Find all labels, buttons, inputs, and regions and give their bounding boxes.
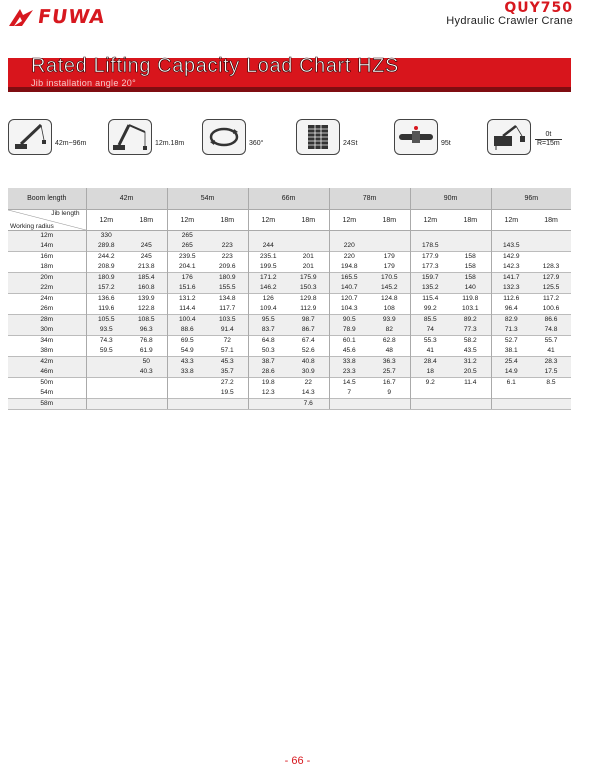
capacity-cell: 28.3 [531, 357, 571, 368]
table-row [8, 388, 571, 399]
crawler-icon [394, 119, 438, 155]
capacity-cell: 33.8 [329, 357, 369, 368]
capacity-cell: 179 [369, 262, 410, 273]
jib-length-header: 18m [288, 210, 329, 231]
capacity-cell: 139.9 [126, 294, 167, 305]
jib-length-header: 18m [450, 210, 491, 231]
jib-length-label: Jib length [51, 210, 80, 217]
capacity-cell: 223 [207, 241, 248, 252]
jib-length-header: 12m [248, 210, 288, 231]
capacity-cell: 59.5 [86, 346, 126, 357]
capacity-cell [86, 388, 126, 399]
capacity-cell: 245 [126, 252, 167, 263]
capacity-cell: 71.3 [491, 325, 531, 336]
capacity-cell [86, 367, 126, 378]
capacity-cell [207, 399, 248, 410]
capacity-cell: 177.3 [410, 262, 450, 273]
capacity-cell: 33.8 [167, 367, 207, 378]
counterweight-icon [296, 119, 340, 155]
capacity-cell [369, 399, 410, 410]
capacity-cell: 60.1 [329, 336, 369, 347]
capacity-cell [126, 399, 167, 410]
capacity-cell: 108 [369, 304, 410, 315]
capacity-cell: 150.3 [288, 283, 329, 294]
load-chart-table [8, 188, 571, 410]
capacity-cell [491, 399, 531, 410]
capacity-cell: 158 [450, 273, 491, 284]
table-row [8, 367, 571, 378]
capacity-cell [531, 252, 571, 263]
capacity-cell: 72 [207, 336, 248, 347]
capacity-cell: 239.5 [167, 252, 207, 263]
fuwa-logo [8, 6, 105, 28]
page-number: - 66 - [284, 755, 311, 767]
jib-length-header: 12m [410, 210, 450, 231]
table-row [8, 399, 571, 410]
product-subtitle: Hydraulic Crawler Crane [446, 15, 573, 27]
boom-length-header: 78m [329, 188, 410, 210]
table-row [8, 283, 571, 294]
capacity-cell: 289.8 [86, 241, 126, 252]
capacity-cell: 132.3 [491, 283, 531, 294]
jib-length-header: 12m [491, 210, 531, 231]
capacity-cell: 105.5 [86, 315, 126, 326]
spec-label: 12m.18m [155, 139, 185, 147]
capacity-cell: 50 [126, 357, 167, 368]
spec-crawler [394, 119, 451, 155]
capacity-cell: 45.6 [329, 346, 369, 357]
table-row [8, 273, 571, 284]
capacity-cell: 93.9 [369, 315, 410, 326]
capacity-cell: 41 [410, 346, 450, 357]
capacity-cell: 122.8 [126, 304, 167, 315]
capacity-cell [167, 378, 207, 389]
capacity-cell: 62.8 [369, 336, 410, 347]
capacity-cell: 265 [167, 241, 207, 252]
capacity-cell: 245 [126, 241, 167, 252]
capacity-cell: 141.7 [491, 273, 531, 284]
capacity-cell: 179 [369, 252, 410, 263]
boom-length-header-row [8, 188, 571, 210]
working-radius-cell: 54m [8, 388, 86, 399]
capacity-cell: 103.5 [207, 315, 248, 326]
working-radius-cell: 46m [8, 367, 86, 378]
table-row [8, 315, 571, 326]
spec-jib-length [108, 119, 184, 155]
capacity-cell: 76.8 [126, 336, 167, 347]
capacity-cell: 28.6 [248, 367, 288, 378]
capacity-cell: 180.9 [86, 273, 126, 284]
capacity-cell: 125.5 [531, 283, 571, 294]
capacity-cell: 9.2 [410, 378, 450, 389]
capacity-cell: 30.9 [288, 367, 329, 378]
capacity-cell: 244.2 [86, 252, 126, 263]
spec-label: 95t [441, 139, 451, 147]
capacity-cell: 41 [531, 346, 571, 357]
capacity-cell [531, 388, 571, 399]
capacity-cell: 208.9 [86, 262, 126, 273]
capacity-cell: 100.4 [167, 315, 207, 326]
capacity-cell: 14.3 [288, 388, 329, 399]
capacity-cell: 90.5 [329, 315, 369, 326]
capacity-cell: 194.8 [329, 262, 369, 273]
capacity-cell: 19.8 [248, 378, 288, 389]
jib-length-header: 18m [369, 210, 410, 231]
capacity-cell: 128.3 [531, 262, 571, 273]
capacity-cell: 28.4 [410, 357, 450, 368]
jib-length-header: 12m [86, 210, 126, 231]
capacity-cell: 109.4 [248, 304, 288, 315]
spec-label-top: 0t [535, 131, 562, 140]
capacity-cell: 38.7 [248, 357, 288, 368]
capacity-cell: 117.7 [207, 304, 248, 315]
capacity-cell [369, 241, 410, 252]
spec-carbody-weight [487, 119, 562, 155]
capacity-cell: 43.3 [167, 357, 207, 368]
working-radius-cell: 14m [8, 241, 86, 252]
capacity-cell [410, 231, 450, 242]
table-row [8, 241, 571, 252]
capacity-cell: 223 [207, 252, 248, 263]
chart-title: Rated Lifting Capacity Load Chart HZS [31, 55, 399, 77]
capacity-cell: 180.9 [207, 273, 248, 284]
boom-length-header: 66m [248, 188, 329, 210]
capacity-cell: 204.1 [167, 262, 207, 273]
capacity-cell: 36.3 [369, 357, 410, 368]
capacity-cell: 108.5 [126, 315, 167, 326]
working-radius-cell: 20m [8, 273, 86, 284]
capacity-cell: 6.1 [491, 378, 531, 389]
capacity-cell: 52.6 [288, 346, 329, 357]
capacity-cell: 145.2 [369, 283, 410, 294]
model-number: QUY750 [504, 0, 573, 16]
capacity-cell: 7 [329, 388, 369, 399]
capacity-cell: 112.9 [288, 304, 329, 315]
table-row [8, 304, 571, 315]
capacity-cell [450, 388, 491, 399]
capacity-cell [126, 378, 167, 389]
capacity-cell: 177.9 [410, 252, 450, 263]
capacity-cell: 158 [450, 262, 491, 273]
working-radius-cell: 42m [8, 357, 86, 368]
capacity-cell: 119.6 [86, 304, 126, 315]
working-radius-cell: 12m [8, 231, 86, 242]
capacity-cell: 170.5 [369, 273, 410, 284]
capacity-cell: 7.6 [288, 399, 329, 410]
jib-length-header: 12m [329, 210, 369, 231]
capacity-cell [288, 241, 329, 252]
capacity-cell [491, 388, 531, 399]
capacity-cell: 120.7 [329, 294, 369, 305]
working-radius-cell: 34m [8, 336, 86, 347]
capacity-cell: 74.8 [531, 325, 571, 336]
boom-length-header: 42m [86, 188, 167, 210]
capacity-cell: 176 [167, 273, 207, 284]
capacity-cell: 96.3 [126, 325, 167, 336]
capacity-cell: 82.9 [491, 315, 531, 326]
brand-name: FUWA [36, 6, 107, 28]
capacity-cell [167, 399, 207, 410]
capacity-cell: 48 [369, 346, 410, 357]
capacity-cell [369, 231, 410, 242]
capacity-cell: 159.7 [410, 273, 450, 284]
capacity-cell: 146.2 [248, 283, 288, 294]
capacity-cell: 171.2 [248, 273, 288, 284]
capacity-cell: 265 [167, 231, 207, 242]
capacity-cell: 100.6 [531, 304, 571, 315]
capacity-cell: 209.6 [207, 262, 248, 273]
capacity-cell: 157.2 [86, 283, 126, 294]
boom-length-header: 96m [491, 188, 571, 210]
capacity-cell: 40.3 [126, 367, 167, 378]
capacity-cell: 155.5 [207, 283, 248, 294]
corner-header-cell [8, 210, 86, 231]
capacity-cell [329, 231, 369, 242]
spec-rotation [202, 119, 263, 155]
spec-label: 42m~96m [55, 139, 87, 147]
capacity-cell: 74.3 [86, 336, 126, 347]
fuwa-swoosh-icon [8, 7, 34, 27]
capacity-cell: 131.2 [167, 294, 207, 305]
capacity-cell: 43.5 [450, 346, 491, 357]
working-radius-label: Working radius [10, 223, 54, 230]
capacity-cell: 40.8 [288, 357, 329, 368]
capacity-cell: 83.7 [248, 325, 288, 336]
capacity-cell: 185.4 [126, 273, 167, 284]
table-row [8, 325, 571, 336]
capacity-cell: 50.3 [248, 346, 288, 357]
table-row [8, 357, 571, 368]
capacity-cell [86, 399, 126, 410]
capacity-cell: 136.6 [86, 294, 126, 305]
capacity-cell: 244 [248, 241, 288, 252]
capacity-cell: 140.7 [329, 283, 369, 294]
capacity-cell: 82 [369, 325, 410, 336]
capacity-cell: 20.5 [450, 367, 491, 378]
capacity-cell: 199.5 [248, 262, 288, 273]
working-radius-cell: 24m [8, 294, 86, 305]
capacity-cell: 129.8 [288, 294, 329, 305]
capacity-cell: 25.4 [491, 357, 531, 368]
capacity-cell: 78.9 [329, 325, 369, 336]
capacity-cell: 175.9 [288, 273, 329, 284]
capacity-cell [167, 388, 207, 399]
spec-counterweight [296, 119, 357, 155]
capacity-cell [491, 231, 531, 242]
capacity-cell: 14.9 [491, 367, 531, 378]
capacity-cell: 119.8 [450, 294, 491, 305]
capacity-cell: 178.5 [410, 241, 450, 252]
capacity-cell: 64.8 [248, 336, 288, 347]
jib-length-header-row [8, 210, 571, 231]
capacity-cell: 74 [410, 325, 450, 336]
capacity-cell: 127.9 [531, 273, 571, 284]
capacity-cell [288, 231, 329, 242]
table-row [8, 231, 571, 242]
capacity-cell: 17.5 [531, 367, 571, 378]
working-radius-cell: 16m [8, 252, 86, 263]
table-row [8, 346, 571, 357]
working-radius-cell: 58m [8, 399, 86, 410]
capacity-cell: 27.2 [207, 378, 248, 389]
capacity-cell [531, 241, 571, 252]
capacity-cell: 58.2 [450, 336, 491, 347]
capacity-cell: 18 [410, 367, 450, 378]
capacity-cell [86, 357, 126, 368]
spec-label-bottom: R=15m [537, 139, 560, 147]
capacity-cell: 22 [288, 378, 329, 389]
capacity-cell: 165.5 [329, 273, 369, 284]
capacity-cell: 14.5 [329, 378, 369, 389]
capacity-cell: 220 [329, 252, 369, 263]
capacity-cell: 8.5 [531, 378, 571, 389]
capacity-cell: 143.5 [491, 241, 531, 252]
capacity-cell: 19.5 [207, 388, 248, 399]
boom-length-header: 54m [167, 188, 248, 210]
working-radius-cell: 38m [8, 346, 86, 357]
capacity-cell: 115.4 [410, 294, 450, 305]
boom-length-label: Boom length [8, 188, 86, 210]
capacity-cell: 9 [369, 388, 410, 399]
spec-boom-length [8, 119, 86, 155]
capacity-cell: 99.2 [410, 304, 450, 315]
table-row [8, 262, 571, 273]
working-radius-cell: 22m [8, 283, 86, 294]
working-radius-cell: 50m [8, 378, 86, 389]
capacity-cell: 52.7 [491, 336, 531, 347]
capacity-cell [531, 399, 571, 410]
capacity-cell: 16.7 [369, 378, 410, 389]
capacity-cell: 23.3 [329, 367, 369, 378]
capacity-cell: 160.8 [126, 283, 167, 294]
capacity-cell: 95.5 [248, 315, 288, 326]
spec-label: 24St [343, 139, 358, 147]
capacity-cell: 45.3 [207, 357, 248, 368]
table-row [8, 294, 571, 305]
capacity-cell [126, 388, 167, 399]
capacity-cell: 77.3 [450, 325, 491, 336]
capacity-cell: 67.4 [288, 336, 329, 347]
capacity-cell [329, 399, 369, 410]
capacity-cell: 25.7 [369, 367, 410, 378]
working-radius-cell: 28m [8, 315, 86, 326]
capacity-cell: 151.6 [167, 283, 207, 294]
capacity-cell: 103.1 [450, 304, 491, 315]
working-radius-cell: 18m [8, 262, 86, 273]
capacity-cell: 330 [86, 231, 126, 242]
capacity-cell: 61.9 [126, 346, 167, 357]
capacity-cell: 88.6 [167, 325, 207, 336]
capacity-cell: 201 [288, 252, 329, 263]
boom-length-header: 90m [410, 188, 491, 210]
capacity-cell: 86.6 [531, 315, 571, 326]
capacity-cell: 114.4 [167, 304, 207, 315]
capacity-cell [410, 399, 450, 410]
capacity-cell: 35.7 [207, 367, 248, 378]
working-radius-cell: 26m [8, 304, 86, 315]
working-radius-cell: 30m [8, 325, 86, 336]
rotation-360-icon [202, 119, 246, 155]
capacity-cell: 117.2 [531, 294, 571, 305]
capacity-cell [207, 231, 248, 242]
capacity-cell: 140 [450, 283, 491, 294]
jib-crane-icon [108, 119, 152, 155]
capacity-cell: 55.7 [531, 336, 571, 347]
carbody-spec-text [535, 131, 562, 148]
capacity-cell [450, 399, 491, 410]
jib-length-header: 18m [531, 210, 571, 231]
capacity-cell: 91.4 [207, 325, 248, 336]
capacity-cell [450, 231, 491, 242]
jib-length-header: 18m [207, 210, 248, 231]
capacity-cell: 213.8 [126, 262, 167, 273]
capacity-cell: 31.2 [450, 357, 491, 368]
jib-length-header: 12m [167, 210, 207, 231]
capacity-cell: 201 [288, 262, 329, 273]
capacity-cell [126, 231, 167, 242]
capacity-cell: 38.1 [491, 346, 531, 357]
capacity-cell: 158 [450, 252, 491, 263]
capacity-cell [248, 399, 288, 410]
capacity-cell: 124.8 [369, 294, 410, 305]
capacity-cell: 142.9 [491, 252, 531, 263]
capacity-cell: 69.5 [167, 336, 207, 347]
capacity-cell: 85.5 [410, 315, 450, 326]
capacity-cell [531, 231, 571, 242]
boom-crane-icon [8, 119, 52, 155]
capacity-cell: 135.2 [410, 283, 450, 294]
jib-length-header: 18m [126, 210, 167, 231]
capacity-cell: 11.4 [450, 378, 491, 389]
table-row [8, 378, 571, 389]
capacity-cell: 134.8 [207, 294, 248, 305]
capacity-cell: 93.5 [86, 325, 126, 336]
capacity-cell: 55.3 [410, 336, 450, 347]
capacity-cell: 112.6 [491, 294, 531, 305]
capacity-cell: 98.7 [288, 315, 329, 326]
table-row [8, 252, 571, 263]
capacity-cell: 235.1 [248, 252, 288, 263]
capacity-cell: 54.9 [167, 346, 207, 357]
capacity-cell: 104.3 [329, 304, 369, 315]
capacity-cell: 126 [248, 294, 288, 305]
capacity-cell: 142.3 [491, 262, 531, 273]
capacity-cell [450, 241, 491, 252]
capacity-cell: 12.3 [248, 388, 288, 399]
capacity-cell: 86.7 [288, 325, 329, 336]
capacity-cell: 220 [329, 241, 369, 252]
capacity-cell: 96.4 [491, 304, 531, 315]
capacity-cell [86, 378, 126, 389]
jib-angle-note: Jib installation angle 20° [31, 78, 136, 88]
capacity-cell: 57.1 [207, 346, 248, 357]
capacity-cell [248, 231, 288, 242]
capacity-cell [410, 388, 450, 399]
table-row [8, 336, 571, 347]
spec-label: 360° [249, 139, 264, 147]
capacity-cell: 89.2 [450, 315, 491, 326]
carbody-weight-icon [487, 119, 531, 155]
